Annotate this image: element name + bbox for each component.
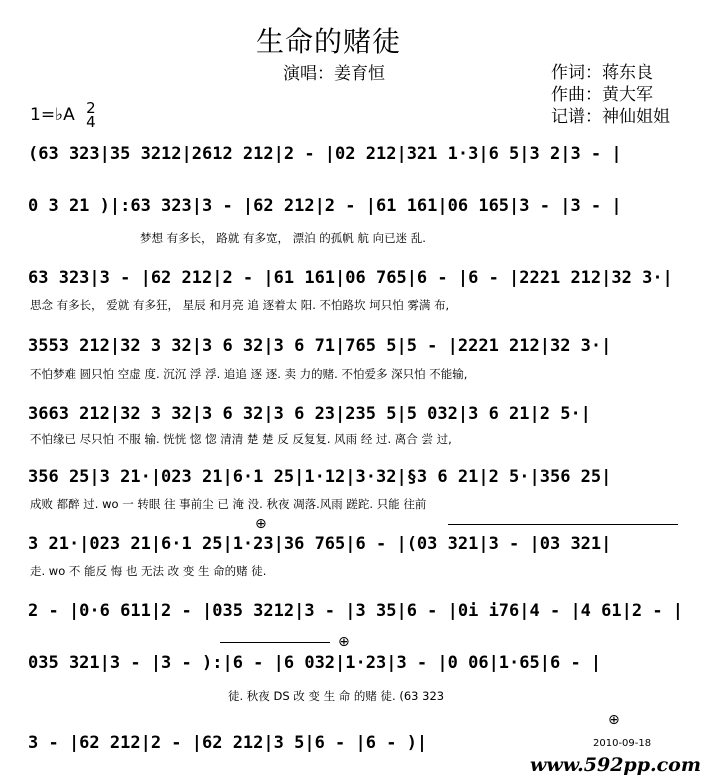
time-signature-bottom: 4 bbox=[86, 113, 96, 131]
composer-credit: 作曲：黄大军 bbox=[551, 85, 653, 105]
volta-bracket-1 bbox=[448, 524, 678, 525]
site-watermark: www.592pp.com bbox=[530, 754, 701, 776]
notation-line-1: (63 323|35 3212|2612 212|2 - |02 212|321 1·3|6 5|3 2|3 - | bbox=[28, 144, 622, 164]
lyric-line-6: 成败 都醉 过. wo 一 转眼 往 事前尘 已 淹 没. 秋夜 凋落.风雨 蹉跎. 只能 往前 bbox=[30, 497, 427, 511]
lyricist-credit: 作词：蒋东良 bbox=[551, 63, 653, 83]
song-title: 生命的赌徒 bbox=[256, 25, 402, 58]
key-label: 1=♭A bbox=[30, 105, 75, 125]
transcriber-credit: 记谱：神仙姐姐 bbox=[551, 107, 670, 127]
lyric-line-7: 走. wo 不 能反 悔 也 无法 改 变 生 命的赌 徒. bbox=[30, 564, 267, 578]
key-signature bbox=[30, 101, 96, 129]
notation-line-4: 3553 212|32 3 32|3 6 32|3 6 71|765 5|5 - |2221 212|32 3·| bbox=[28, 336, 612, 356]
singer-credit: 演唱：姜育恒 bbox=[283, 64, 385, 84]
time-signature-top: 2 bbox=[86, 99, 96, 117]
transcription-date: 2010-09-18 bbox=[593, 738, 652, 749]
lyric-line-9: 徒. 秋夜 DS 改 变 生 命 的赌 徒. (63 323 bbox=[228, 689, 445, 703]
notation-line-5: 3663 212|32 3 32|3 6 32|3 6 23|235 5|5 032|3 6 21|2 5·| bbox=[28, 404, 591, 424]
lyric-line-5: 不怕缘已 尽只怕 不服 输. 恍恍 惚 惚 清清 楚 楚 反 反复复. 风雨 经 过. 离合 尝 过, bbox=[30, 432, 452, 446]
coda-icon: ⊕ bbox=[338, 634, 350, 650]
lyric-line-3: 思念 有多长， 爱就 有多狂， 星辰 和月亮 追 逐着太 阳. 不怕路坎 坷只怕 雾满 布, bbox=[30, 298, 450, 312]
notation-line-7: 3 21·|023 21|6·1 25|1·23|36 765|6 - |(03 321|3 - |03 321| bbox=[28, 534, 612, 554]
coda-icon: ⊕ bbox=[255, 516, 267, 532]
notation-line-10: 3 - |62 212|2 - |62 212|3 5|6 - |6 - )| bbox=[28, 733, 428, 753]
lyric-line-4: 不怕梦难 圆只怕 空虚 度. 沉沉 浮 浮. 追追 逐 逐. 卖 力的赌. 不怕爱多 深只怕 不能输, bbox=[30, 367, 468, 381]
notation-line-9: 035 321|3 - |3 - ):|6 - |6 032|1·23|3 - |0 06|1·65|6 - | bbox=[28, 653, 602, 673]
lyric-line-2: 梦想 有多长， 路就 有多宽， 漂泊 的孤帆 航 向已迷 乱. bbox=[140, 231, 426, 245]
notation-line-2: 0 3 21 )|:63 323|3 - |62 212|2 - |61 161|06 165|3 - |3 - | bbox=[28, 196, 622, 216]
time-signature bbox=[86, 101, 96, 129]
notation-line-8: 2 - |0·6 611|2 - |035 3212|3 - |3 35|6 - |0i i76|4 - |4 61|2 - | bbox=[28, 601, 684, 621]
volta-bracket-2 bbox=[220, 642, 330, 643]
notation-line-6: 356 25|3 21·|023 21|6·1 25|1·12|3·32|§3 6 21|2 5·|356 25| bbox=[28, 467, 612, 487]
notation-line-3: 63 323|3 - |62 212|2 - |61 161|06 765|6 - |6 - |2221 212|32 3·| bbox=[28, 268, 673, 288]
coda-icon: ⊕ bbox=[608, 712, 620, 728]
